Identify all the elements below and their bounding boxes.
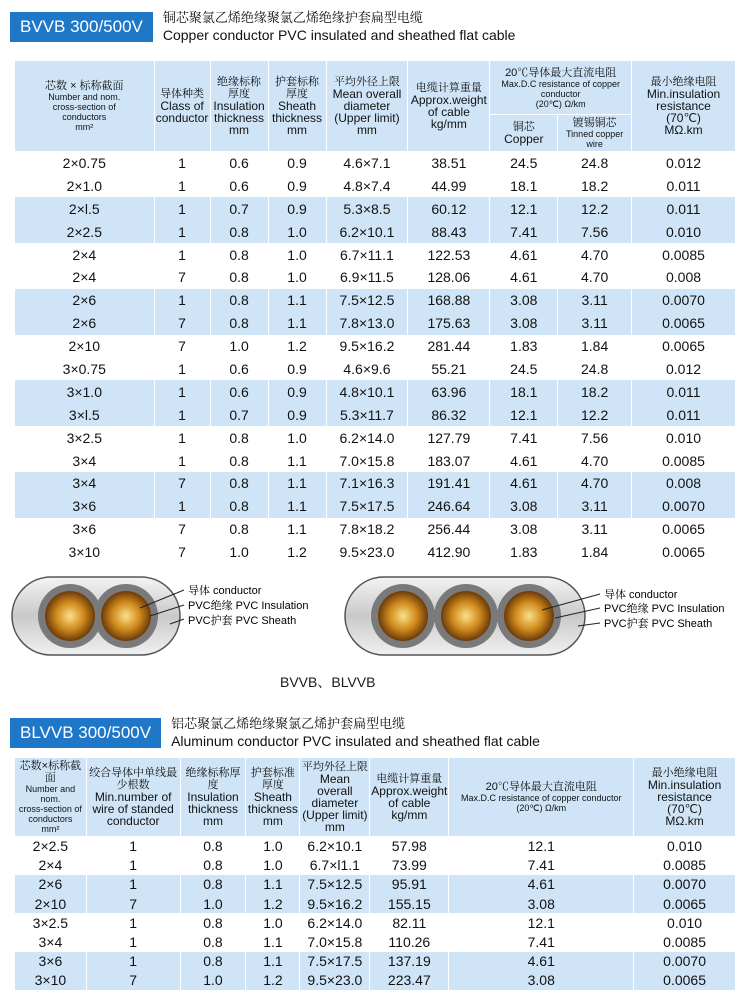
table-row	[15, 335, 736, 358]
section1-title-en: Copper conductor PVC insulated and sheathed flat cable	[162, 27, 516, 43]
table-cell: 7	[154, 541, 210, 564]
table-row	[15, 426, 736, 449]
header-diameter: 平均外径上限 Mean overall diameter (Upper limit) mm	[300, 758, 370, 837]
table-cell: 0.0065	[632, 335, 736, 358]
table-cell: 281.44	[408, 335, 490, 358]
table-cell: 0.0070	[634, 952, 736, 971]
table-cell: 3×1.0	[15, 380, 155, 403]
table-cell: 183.07	[408, 449, 490, 472]
table-cell: 2×6	[15, 875, 87, 894]
table-cell: 0.8	[210, 495, 268, 518]
table-cell: 1	[86, 952, 180, 971]
section1-title-cn: 铜芯聚氯乙烯绝缘聚氯乙烯绝缘护套扁型电缆	[162, 11, 423, 26]
header-class: 导体种类 Class of conductor	[154, 61, 210, 152]
header-copper: 铜芯 Copper	[490, 115, 558, 152]
table-cell: 4.8×7.4	[326, 174, 408, 197]
table-cell: 60.12	[408, 197, 490, 220]
table-cell: 175.63	[408, 312, 490, 335]
table-cell: 3.08	[449, 971, 634, 990]
table-cell: 0.012	[632, 358, 736, 381]
table-cell: 24.5	[490, 152, 558, 175]
table-cell: 223.47	[370, 971, 449, 990]
table-cell: 1.83	[490, 541, 558, 564]
table-cell: 1	[154, 197, 210, 220]
table-cell: 0.6	[210, 174, 268, 197]
table-cell: 3×4	[15, 449, 155, 472]
table-cell: 7	[86, 894, 180, 913]
table-cell: 7.41	[490, 426, 558, 449]
header-resistance: 20℃导体最大直流电阻 Max.D.C resistance of copper conductor (20℃) Ω/km	[490, 61, 632, 115]
table-cell: 4.61	[490, 449, 558, 472]
table-cell: 3.08	[490, 518, 558, 541]
table-cell: 3.11	[558, 289, 632, 312]
table-cell: 12.2	[558, 197, 632, 220]
table-cell: 57.98	[370, 837, 449, 856]
table-cell: 2×l.5	[15, 197, 155, 220]
table-cell: 1.1	[246, 932, 300, 951]
table-cell: 0.0065	[634, 971, 736, 990]
table-cell: 0.8	[210, 518, 268, 541]
table-cell: 1.84	[558, 335, 632, 358]
table-cell: 3×4	[15, 932, 87, 951]
table-cell: 24.8	[558, 152, 632, 175]
table-cell: 7.5×17.5	[300, 952, 370, 971]
table-cell: 128.06	[408, 266, 490, 289]
table-cell: 3.08	[490, 312, 558, 335]
header-resistance: 20℃导体最大直流电阻 Max.D.C resistance of copper conductor (20℃) Ω/km	[449, 758, 634, 837]
table-cell: 0.0085	[634, 932, 736, 951]
table-cell: 0.0065	[632, 541, 736, 564]
table-row	[15, 220, 736, 243]
table-cell: 7.56	[558, 220, 632, 243]
table-cell: 12.1	[449, 913, 634, 932]
left-label-sheath: PVC护套 PVC Sheath	[188, 615, 297, 627]
table-cell: 0.9	[268, 403, 326, 426]
table-cell: 0.8	[210, 472, 268, 495]
table-cell: 4.70	[558, 243, 632, 266]
table-cell: 1	[154, 220, 210, 243]
table-cell: 1.2	[246, 971, 300, 990]
table-cell: 82.11	[370, 913, 449, 932]
table-cell: 5.3×11.7	[326, 403, 408, 426]
table-cell: 0.011	[632, 380, 736, 403]
table-cell: 1	[154, 426, 210, 449]
table-cell: 6.2×10.1	[300, 837, 370, 856]
blvvb-spec-table	[14, 757, 736, 990]
table-cell: 1.0	[180, 894, 246, 913]
table-cell: 86.32	[408, 403, 490, 426]
table-cell: 3×l.5	[15, 403, 155, 426]
table-row	[15, 152, 736, 175]
header-insulation: 绝缘标称厚度 Insulation thickness mm	[210, 61, 268, 152]
table-cell: 7.8×18.2	[326, 518, 408, 541]
table-row	[15, 913, 736, 932]
table-cell: 0.6	[210, 358, 268, 381]
table-cell: 0.0065	[634, 894, 736, 913]
table-cell: 122.53	[408, 243, 490, 266]
table-cell: 18.1	[490, 380, 558, 403]
table-cell: 6.2×10.1	[326, 220, 408, 243]
table-cell: 1.0	[268, 266, 326, 289]
table-cell: 1.0	[246, 913, 300, 932]
section2-title	[171, 716, 540, 750]
header-cores: 芯数 × 标称截面 Number and nom. cross-section of conductors mm²	[15, 61, 155, 152]
table-cell: 1	[154, 495, 210, 518]
table-cell: 3×6	[15, 495, 155, 518]
table-cell: 3.08	[490, 289, 558, 312]
table-cell: 7.56	[558, 426, 632, 449]
table-cell: 4.70	[558, 266, 632, 289]
table-cell: 0.8	[180, 952, 246, 971]
table-cell: 2×4	[15, 243, 155, 266]
three-core-cable	[345, 577, 600, 655]
table-cell: 3×10	[15, 541, 155, 564]
table-cell: 1	[154, 289, 210, 312]
table-cell: 0.8	[210, 312, 268, 335]
table-cell: 4.6×7.1	[326, 152, 408, 175]
table-cell: 24.8	[558, 358, 632, 381]
table-cell: 7.0×15.8	[300, 932, 370, 951]
table-cell: 7.41	[490, 220, 558, 243]
table-cell: 3.08	[449, 894, 634, 913]
table-row	[15, 289, 736, 312]
table-cell: 1	[154, 152, 210, 175]
table-cell: 3.08	[490, 495, 558, 518]
table-cell: 1	[154, 380, 210, 403]
table-cell: 2×4	[15, 266, 155, 289]
table-cell: 0.8	[180, 856, 246, 875]
bvvb-table-body	[15, 152, 736, 564]
section1-title	[163, 10, 516, 44]
table-cell: 0.9	[268, 152, 326, 175]
table-cell: 1	[154, 243, 210, 266]
table-cell: 7	[154, 518, 210, 541]
table-cell: 1.0	[268, 426, 326, 449]
table-cell: 7	[154, 472, 210, 495]
table-cell: 2×1.0	[15, 174, 155, 197]
table-row	[15, 174, 736, 197]
table-row	[15, 197, 736, 220]
table-cell: 0.8	[210, 426, 268, 449]
table-cell: 0.8	[210, 449, 268, 472]
table-cell: 0.8	[210, 266, 268, 289]
table-cell: 7.41	[449, 856, 634, 875]
table-cell: 7.5×12.5	[300, 875, 370, 894]
diagram-caption: BVVB、BLVVB	[280, 674, 376, 690]
table-cell: 7.41	[449, 932, 634, 951]
table-cell: 7	[86, 971, 180, 990]
table-cell: 2×10	[15, 335, 155, 358]
table-cell: 0.0085	[632, 449, 736, 472]
header-sheath: 护套标称厚度 Sheath thickness mm	[268, 61, 326, 152]
right-label-conductor: 导体 conductor	[604, 589, 678, 601]
table-cell: 18.1	[490, 174, 558, 197]
header-tinned: 镀锡铜芯 Tinned copper wire	[558, 115, 632, 152]
table-cell: 0.010	[634, 913, 736, 932]
table-cell: 0.010	[634, 837, 736, 856]
table-cell: 2×4	[15, 856, 87, 875]
header-insulation: 绝缘标称厚度 Insulation thickness mm	[180, 758, 246, 837]
table-cell: 12.2	[558, 403, 632, 426]
table-cell: 1.1	[268, 472, 326, 495]
table-cell: 1.0	[210, 541, 268, 564]
table-cell: 2×0.75	[15, 152, 155, 175]
table-cell: 1.1	[246, 952, 300, 971]
table-cell: 1.2	[246, 894, 300, 913]
table-cell: 0.7	[210, 197, 268, 220]
table-cell: 0.010	[632, 426, 736, 449]
table-cell: 1.2	[268, 541, 326, 564]
two-core-cable	[12, 577, 184, 655]
right-label-sheath: PVC护套 PVC Sheath	[604, 618, 713, 630]
table-cell: 0.011	[632, 197, 736, 220]
bvvb-spec-table	[14, 60, 736, 564]
table-cell: 1.0	[210, 335, 268, 358]
table-row	[15, 856, 736, 875]
left-label-insulation: PVC绝缘 PVC Insulation	[188, 600, 309, 612]
table-row	[15, 403, 736, 426]
table-cell: 256.44	[408, 518, 490, 541]
table-cell: 4.61	[490, 472, 558, 495]
table-cell: 1	[154, 449, 210, 472]
table-cell: 4.70	[558, 449, 632, 472]
header-weight: 电缆计算重量 Approx.weight of cable kg/mm	[408, 61, 490, 152]
table-row	[15, 837, 736, 856]
table-cell: 12.1	[490, 403, 558, 426]
table-cell: 55.21	[408, 358, 490, 381]
table-cell: 4.61	[449, 952, 634, 971]
table-cell: 3.11	[558, 312, 632, 335]
table-cell: 2×6	[15, 312, 155, 335]
table-cell: 1.2	[268, 335, 326, 358]
table-row	[15, 952, 736, 971]
header-diameter: 平均外径上限 Mean overall diameter (Upper limit) mm	[326, 61, 408, 152]
table-cell: 44.99	[408, 174, 490, 197]
table-cell: 1.0	[268, 220, 326, 243]
table-cell: 0.0070	[634, 875, 736, 894]
table-cell: 7	[154, 335, 210, 358]
table-cell: 4.61	[449, 875, 634, 894]
blvvb-table-body	[15, 837, 736, 991]
table-cell: 3×2.5	[15, 913, 87, 932]
table-row	[15, 495, 736, 518]
table-cell: 3×6	[15, 518, 155, 541]
table-cell: 3×2.5	[15, 426, 155, 449]
table-cell: 38.51	[408, 152, 490, 175]
section1-badge: BVVB 300/500V	[10, 12, 153, 42]
table-cell: 3×6	[15, 952, 87, 971]
table-cell: 0.8	[180, 837, 246, 856]
table-row	[15, 243, 736, 266]
table-cell: 4.70	[558, 472, 632, 495]
table-row	[15, 380, 736, 403]
table-cell: 0.008	[632, 266, 736, 289]
table-cell: 0.8	[210, 289, 268, 312]
table-cell: 0.011	[632, 174, 736, 197]
table-row	[15, 312, 736, 335]
table-cell: 2×10	[15, 894, 87, 913]
table-cell: 3×10	[15, 971, 87, 990]
table-cell: 0.9	[268, 358, 326, 381]
table-cell: 1	[86, 837, 180, 856]
table-cell: 4.61	[490, 266, 558, 289]
table-cell: 0.011	[632, 403, 736, 426]
header-sheath: 护套标准厚度 Sheath thickness mm	[246, 758, 300, 837]
table-cell: 0.9	[268, 174, 326, 197]
table-cell: 9.5×16.2	[326, 335, 408, 358]
table-cell: 0.7	[210, 403, 268, 426]
table-cell: 1.84	[558, 541, 632, 564]
table-cell: 9.5×23.0	[300, 971, 370, 990]
table-cell: 7.1×16.3	[326, 472, 408, 495]
table-cell: 1.0	[180, 971, 246, 990]
table-cell: 0.6	[210, 152, 268, 175]
table-row	[15, 894, 736, 913]
table-cell: 0.0085	[634, 856, 736, 875]
table-cell: 9.5×16.2	[300, 894, 370, 913]
table-cell: 3×0.75	[15, 358, 155, 381]
table-cell: 1	[154, 358, 210, 381]
table-cell: 246.64	[408, 495, 490, 518]
header-min-insulation: 最小绝缘电阻 Min.insulation resistance (70℃) MΩ.km	[632, 61, 736, 152]
table-cell: 1	[154, 174, 210, 197]
table-cell: 7.8×13.0	[326, 312, 408, 335]
table-cell: 1.1	[268, 289, 326, 312]
table-row	[15, 518, 736, 541]
table-row	[15, 358, 736, 381]
table-cell: 0.8	[180, 875, 246, 894]
table-cell: 1	[86, 913, 180, 932]
table-row	[15, 932, 736, 951]
table-cell: 4.6×9.6	[326, 358, 408, 381]
table-cell: 2×2.5	[15, 837, 87, 856]
table-cell: 3.11	[558, 518, 632, 541]
table-cell: 1.1	[268, 495, 326, 518]
table-cell: 3×4	[15, 472, 155, 495]
table-cell: 12.1	[490, 197, 558, 220]
table-row	[15, 266, 736, 289]
table-cell: 2×6	[15, 289, 155, 312]
section2-title-cn: 铝芯聚氯乙烯绝缘聚氯乙烯护套扁型电缆	[171, 717, 406, 732]
table-cell: 7	[154, 312, 210, 335]
header-weight: 电缆计算重量 Approx.weight of cable kg/mm	[370, 758, 449, 837]
table-cell: 191.41	[408, 472, 490, 495]
left-label-conductor: 导体 conductor	[188, 585, 262, 597]
table-cell: 1.1	[268, 518, 326, 541]
table-cell: 0.010	[632, 220, 736, 243]
table-cell: 0.0070	[632, 289, 736, 312]
table-cell: 155.15	[370, 894, 449, 913]
table-cell: 137.19	[370, 952, 449, 971]
table-cell: 0.0065	[632, 312, 736, 335]
table-cell: 4.8×10.1	[326, 380, 408, 403]
table-cell: 110.26	[370, 932, 449, 951]
table-cell: 3.11	[558, 495, 632, 518]
table-cell: 1.83	[490, 335, 558, 358]
table-cell: 95.91	[370, 875, 449, 894]
table-cell: 63.96	[408, 380, 490, 403]
table-cell: 6.9×11.5	[326, 266, 408, 289]
table-cell: 0.6	[210, 380, 268, 403]
table-cell: 12.1	[449, 837, 634, 856]
table-cell: 1	[86, 932, 180, 951]
table-cell: 7.5×12.5	[326, 289, 408, 312]
table-cell: 9.5×23.0	[326, 541, 408, 564]
table-cell: 73.99	[370, 856, 449, 875]
table-cell: 18.2	[558, 380, 632, 403]
section2-title-en: Aluminum conductor PVC insulated and sheathed flat cable	[171, 733, 540, 749]
table-cell: 127.79	[408, 426, 490, 449]
table-cell: 7.0×15.8	[326, 449, 408, 472]
table-row	[15, 449, 736, 472]
table-cell: 0.8	[180, 932, 246, 951]
table-cell: 88.43	[408, 220, 490, 243]
table-cell: 0.8	[210, 220, 268, 243]
table-cell: 5.3×8.5	[326, 197, 408, 220]
table-cell: 1	[154, 403, 210, 426]
table-row	[15, 875, 736, 894]
table-cell: 0.9	[268, 197, 326, 220]
table-cell: 6.7×l1.1	[300, 856, 370, 875]
table-cell: 1	[86, 856, 180, 875]
table-cell: 1.1	[268, 312, 326, 335]
table-cell: 24.5	[490, 358, 558, 381]
table-row	[15, 472, 736, 495]
table-cell: 4.61	[490, 243, 558, 266]
right-label-insulation: PVC绝缘 PVC Insulation	[604, 603, 725, 615]
table-cell: 7	[154, 266, 210, 289]
table-cell: 0.8	[180, 913, 246, 932]
table-cell: 0.8	[210, 243, 268, 266]
table-cell: 1	[86, 875, 180, 894]
table-cell: 0.008	[632, 472, 736, 495]
table-cell: 0.0070	[632, 495, 736, 518]
table-cell: 6.2×14.0	[300, 913, 370, 932]
table-cell: 0.9	[268, 380, 326, 403]
table-cell: 1.1	[268, 449, 326, 472]
table-cell: 2×2.5	[15, 220, 155, 243]
table-cell: 6.7×11.1	[326, 243, 408, 266]
section1-title-block	[10, 10, 515, 44]
table-cell: 412.90	[408, 541, 490, 564]
table-cell: 1.0	[268, 243, 326, 266]
table-cell: 1.0	[246, 856, 300, 875]
table-cell: 6.2×14.0	[326, 426, 408, 449]
table-cell: 7.5×17.5	[326, 495, 408, 518]
section2-badge: BLVVB 300/500V	[10, 718, 161, 748]
table-row	[15, 541, 736, 564]
table-cell: 168.88	[408, 289, 490, 312]
table-row	[15, 971, 736, 990]
table-cell: 1.0	[246, 837, 300, 856]
section2-title-block	[10, 716, 540, 750]
table-cell: 0.0065	[632, 518, 736, 541]
table-cell: 1.1	[246, 875, 300, 894]
table-cell: 18.2	[558, 174, 632, 197]
header-cores: 芯数×标称截面 Number and nom. cross-section of conductors mm²	[15, 758, 87, 837]
table-cell: 0.0085	[632, 243, 736, 266]
table-cell: 0.012	[632, 152, 736, 175]
header-min-wires: 绞合导体中单线最少根数 Min.number of wire of standed conductor	[86, 758, 180, 837]
header-min-insulation: 最小绝缘电阻 Min.insulation resistance (70℃) MΩ.km	[634, 758, 736, 837]
